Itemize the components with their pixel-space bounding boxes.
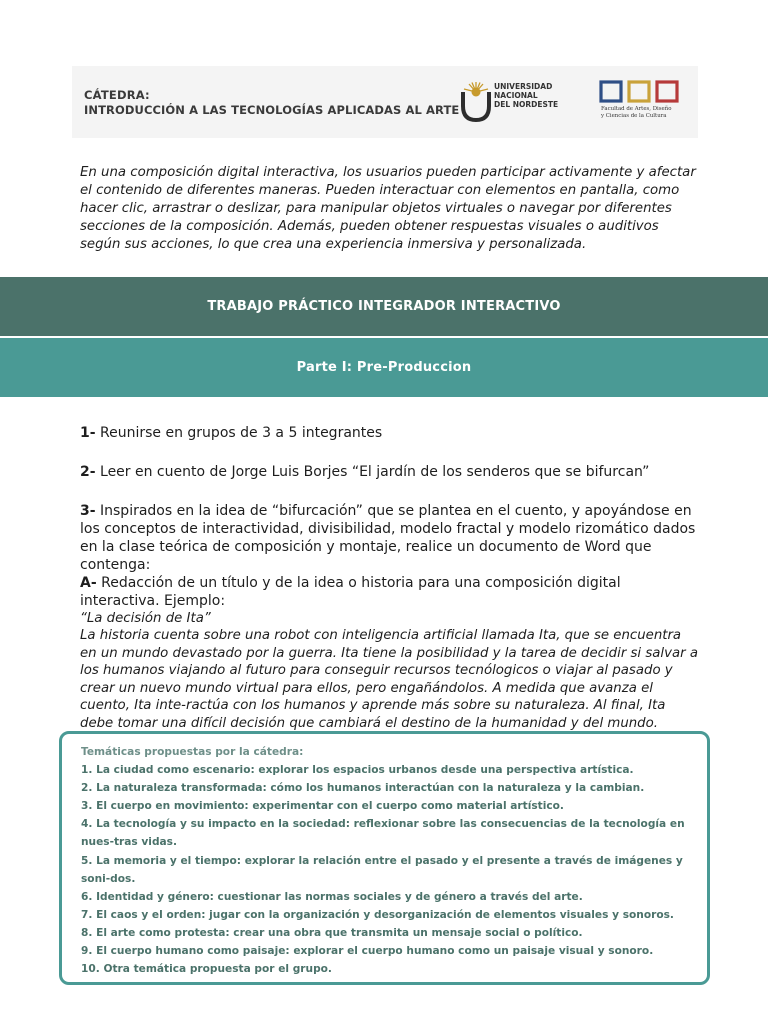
topics-box xyxy=(59,731,710,985)
topic-item: 4. La tecnología y su impacto en la sociedad: reflexionar sobre las consecuencias de la tecnología en nues-tras vidas. xyxy=(81,818,685,849)
topic-item: 7. El caos y el orden: jugar con la organización y desorganización de elementos visuales y sonoros. xyxy=(81,908,674,921)
facultad-logo xyxy=(599,80,689,126)
practical-work-title-band xyxy=(0,277,768,336)
step-text: Reunirse en grupos de 3 a 5 integrantes xyxy=(95,425,383,441)
step-1 xyxy=(80,424,700,442)
instructions xyxy=(80,424,700,733)
step-text: Redacción de un título y de la idea o historia para una composición digital interactiva. Ejemplo: xyxy=(80,575,621,609)
example-title: “La decisión de Ita” xyxy=(80,611,211,626)
topic-item: 2. La naturaleza transformada: cómo los humanos interactúan con la naturaleza y la cambian. xyxy=(81,782,645,795)
header-banner xyxy=(72,66,698,138)
facultad-line: y Ciencias de la Cultura xyxy=(601,112,667,119)
topic-item: 8. El arte como protesta: crear una obra que transmita un mensaje social o político. xyxy=(81,926,583,939)
unne-name xyxy=(494,82,558,109)
step-text: Inspirados en la idea de “bifurcación” que se plantea en el cuento, y apoyándose en los conceptos de interactividad, divisibilidad, modelo fractal y modelo rizomático dados en la clase teórica de composición y montaje, realice un documento de Word que contenga: xyxy=(80,503,696,573)
step-number: 1- xyxy=(80,425,96,441)
step-3 xyxy=(80,502,700,574)
topic-item: 3. El cuerpo en movimiento: experimentar con el cuerpo como material artístico. xyxy=(81,800,564,813)
topic-item: 6. Identidad y género: cuestionar las normas sociales y de género a través del arte. xyxy=(81,890,583,903)
catedra-name: INTRODUCCIÓN A LAS TECNOLOGÍAS APLICADAS AL ARTE xyxy=(84,103,460,117)
topic-item: 10. Otra temática propuesta por el grupo. xyxy=(81,963,332,976)
example-body: La historia cuenta sobre una robot con inteligencia artificial llamada Ita, que se encuentra en un mundo devastado por la guerra. Ita tiene la posibilidad y la tarea de decidir si salvar a los humanos viajando al futuro para conseguir recursos tecnólogicos o viajar al pasado y crear un nuevo mundo virtual para ellos, pero engañándolos. A medida que avanza el cuento, Ita inte-ractúa con los humanos y aprende más sobre su naturaleza. Al final, Ita debe tomar una difícil decisión que cambiará el destino de la humanidad y del mundo. xyxy=(80,628,698,731)
unne-sun-icon xyxy=(458,80,494,124)
part-subtitle-band xyxy=(0,338,768,397)
topic-item: 9. El cuerpo humano como paisaje: explorar el cuerpo humano como un paisaje visual y sonoro. xyxy=(81,945,654,958)
topics-title: Temáticas propuestas por la cátedra: xyxy=(81,746,304,758)
practical-work-title: TRABAJO PRÁCTICO INTEGRADOR INTERACTIVO xyxy=(207,299,561,314)
catedra-label: CÁTEDRA: xyxy=(84,88,150,102)
unne-line: UNIVERSIDAD xyxy=(494,82,553,91)
step-number: 2- xyxy=(80,464,96,480)
step-number: A- xyxy=(80,575,97,591)
facultad-name xyxy=(601,106,671,119)
intro-paragraph: En una composición digital interactiva, los usuarios pueden participar activamente y afectar el contenido de diferentes maneras. Pueden interactuar con elementos en pantalla, como hacer clic, arrastrar o deslizar, para manipular objetos virtuales o navegar por diferentes secciones de la composición. Además, pueden obtener respuestas visuales o auditivos según sus acciones, lo que crea una experiencia inmersiva y personalizada. xyxy=(80,165,696,252)
catedra-block xyxy=(84,88,459,118)
facultad-squares-icon xyxy=(599,80,683,104)
step-text: Leer en cuento de Jorge Luis Borjes “El jardín de los senderos que se bifurcan” xyxy=(95,464,650,480)
part-subtitle: Parte I: Pre-Produccion xyxy=(296,360,472,375)
step-number: 3- xyxy=(80,503,96,519)
facultad-line: Facultad de Artes, Diseño xyxy=(601,106,672,112)
topic-item: 5. La memoria y el tiempo: explorar la relación entre el pasado y el presente a través de imágenes y soni-dos. xyxy=(81,854,683,885)
step-a xyxy=(80,574,700,610)
topic-item: 1. La ciudad como escenario: explorar los espacios urbanos desde una perspectiva artística. xyxy=(81,764,634,777)
unne-line: DEL NORDESTE xyxy=(494,100,559,109)
unne-logo xyxy=(458,80,568,124)
step-2 xyxy=(80,463,700,481)
unne-line: NACIONAL xyxy=(494,91,538,100)
